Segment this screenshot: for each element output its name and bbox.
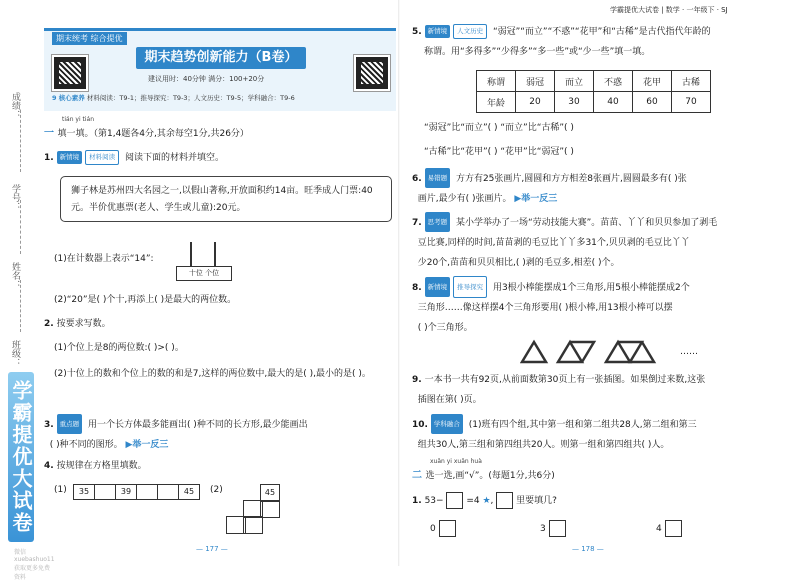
- question-number: 1.: [412, 496, 422, 506]
- option-label: 4: [656, 524, 662, 534]
- question-text: ( )个三角形。: [417, 323, 473, 333]
- question-number: 7.: [412, 218, 422, 228]
- question-text: (1)班有四个组,其中第一组和第二组共28人,第二组和第三: [468, 420, 697, 430]
- question-number: 5.: [412, 27, 422, 37]
- question-text: 组共30人,第三组和第四组共20人。则第一组和第四组共( )人。: [417, 440, 670, 450]
- grid-cell[interactable]: [226, 516, 246, 534]
- table-cell: 30: [555, 92, 594, 113]
- header-tag: 期末统考 综合提优: [52, 32, 127, 45]
- test-header: [44, 28, 396, 111]
- abacus-counter: [176, 230, 230, 277]
- page-title: 期末趋势创新能力（B卷）: [136, 47, 306, 69]
- check-box[interactable]: [549, 520, 566, 537]
- material-box: [60, 176, 392, 222]
- material-text: 狮子林是苏州四大名园之一,以假山著称,开放面积约14亩。旺季成人门票:40元。半价优惠票(老人、学生或儿童):20元。: [71, 186, 373, 213]
- question-text: 阅读下面的材料并填空。: [124, 153, 224, 163]
- sequence-cell: 45: [178, 484, 200, 500]
- section-heading: [412, 466, 555, 481]
- option-label: 3: [540, 524, 546, 534]
- fill-line: “古稀”比“花甲”( ) “花甲”比“弱冠”( ): [424, 147, 574, 157]
- pinyin: tián yi tián: [62, 116, 95, 123]
- question-text: 方方有25张画片,圆圆和方方相差8张画片,圆圆最多有( )张: [455, 174, 687, 184]
- page-number: — 178 —: [572, 545, 604, 553]
- grid-cell[interactable]: [243, 516, 263, 534]
- option[interactable]: [540, 520, 566, 537]
- table-cell: 70: [672, 92, 711, 113]
- tag-thinking: 思考题: [425, 212, 451, 232]
- question-text: 一本书一共有92页,从前面数第30页上有一张插图。如果倒过来数,这张: [424, 375, 706, 385]
- number-sequence: [74, 484, 200, 500]
- q1-sub2: (2)“20”是( )个十,再添上( )是最大的两位数。: [54, 295, 237, 305]
- cut-line: [20, 280, 21, 332]
- brand-vertical: 学霸提优大试卷: [8, 372, 34, 542]
- option[interactable]: [430, 520, 456, 537]
- counter-rod: [214, 242, 216, 266]
- sequence-cell[interactable]: [157, 484, 179, 500]
- cut-line: [20, 200, 21, 254]
- question-3: [44, 414, 394, 455]
- tag-error-prone: 易错题: [425, 168, 451, 188]
- grid-cell[interactable]: 45: [260, 484, 280, 502]
- question-text: 用3根小棒能摆成1个三角形,用5根小棒能摆成2个: [492, 283, 690, 293]
- tag-key: 重点题: [57, 414, 83, 434]
- table-header-cell: 不惑: [594, 71, 633, 92]
- question-text: “弱冠”“而立”“不惑”“花甲”和“古稀”是古代指代年龄的: [492, 27, 711, 37]
- question-text: 用一个长方体最多能画出( )种不同的长方形,最少能画出: [87, 420, 308, 430]
- question-4: [44, 460, 147, 473]
- more-practice-link[interactable]: ▶举一反三: [125, 440, 169, 450]
- q2-sub2: (2)十位上的数和个位上的数的和是7,这样的两位数中,最大的是( ),最小的是( )。: [54, 369, 371, 379]
- star-icon: ★: [482, 496, 491, 506]
- sub-label: (2): [210, 485, 223, 495]
- equation-part: =4: [466, 496, 480, 506]
- question-text: 少20个,苗苗和贝贝相比,( )剥的毛豆多,相差( )个。: [417, 258, 620, 268]
- question-8: [412, 276, 792, 338]
- binding-strip: [0, 0, 55, 581]
- question-text: 按要求写数。: [56, 319, 111, 329]
- fill-line: “弱冠”比“而立”( ) “而立”比“古稀”( ): [424, 123, 574, 133]
- question-text: 三角形……像这样摆4个三角形要用( )根小棒,用13根小棒可以摆: [417, 303, 673, 313]
- tag-new: 新情境: [57, 151, 83, 164]
- question-text: 称谓。用“多得多”“少得多”“多一些”或“少一些”填一填。: [424, 47, 651, 57]
- section2-question-1: [412, 492, 557, 510]
- check-box[interactable]: [439, 520, 456, 537]
- tag-material: 材料阅读: [85, 150, 119, 165]
- question-1: [44, 150, 224, 165]
- skills-text: 材料阅读：T9-1；推导探究：T9-3；人文历史：T9-5；学科融合：T9-6: [86, 94, 295, 102]
- skills-bar: [52, 93, 392, 102]
- header-right: 学霸提优大试卷 | 数学 · 一年级下 · SJ: [610, 6, 728, 14]
- table-cell: 60: [633, 92, 672, 113]
- table-header-cell: 称谓: [477, 71, 516, 92]
- counter-rod: [190, 242, 192, 266]
- question-number: 1.: [44, 153, 54, 163]
- more-practice-link[interactable]: ▶举一反三: [514, 194, 558, 204]
- question-text: 画片,最少有( )张画片。: [417, 194, 512, 204]
- table-cell: 40: [594, 92, 633, 113]
- section-heading: [44, 124, 249, 139]
- table-header-cell: 弱冠: [516, 71, 555, 92]
- equation-part: 里要填几?: [516, 496, 557, 506]
- cut-line: [20, 110, 21, 172]
- question-text: ( )种不同的图形。: [49, 440, 123, 450]
- tag-new: 新情境: [425, 25, 451, 38]
- side-label-number: 学号：: [10, 184, 20, 211]
- grid-cell[interactable]: [260, 500, 280, 518]
- question-6: [412, 168, 792, 209]
- question-number: 6.: [412, 174, 422, 184]
- question-text: 某小学举办了一场“劳动技能大赛”。苗苗、丫丫和贝贝参加了剥毛: [455, 218, 718, 228]
- q2-sub1: (1)个位上是8的两位数:( )>( )。: [54, 343, 184, 353]
- question-5: [412, 24, 792, 39]
- table-cell: 20: [516, 92, 555, 113]
- question-7: [412, 212, 792, 273]
- table-header-cell: 而立: [555, 71, 594, 92]
- q1-sub1: (1)在计数器上表示“14”:: [54, 254, 154, 264]
- side-label-name: 姓名：: [10, 262, 20, 289]
- question-2: [44, 318, 111, 331]
- page-number: — 177 —: [196, 545, 228, 553]
- equation-part: ,: [490, 496, 494, 506]
- option-label: 0: [430, 524, 436, 534]
- tag-derive: 推导探究: [453, 276, 487, 298]
- time-score-info: 建议用时：40分钟 满分：100+20分: [148, 75, 265, 83]
- sequence-cell: 35: [73, 484, 95, 500]
- question-number: 9.: [412, 375, 422, 385]
- question-9: [412, 370, 792, 410]
- age-table: [476, 70, 711, 113]
- ellipsis: ……: [680, 347, 698, 357]
- triangle-sticks-icon: [520, 338, 670, 364]
- question-text: 插图在第( )页。: [417, 395, 482, 405]
- section-title: 选一选,画“√”。(每题1分,共6分): [425, 471, 555, 481]
- question-text: 按规律在方格里填数。: [56, 461, 147, 471]
- section-title: 填一填。（第1,4题各4分,其余每空1分,共26分）: [57, 129, 249, 139]
- skills-badge: 9 核心素养: [52, 94, 85, 102]
- question-number: 4.: [44, 461, 54, 471]
- equation-part: 53−: [424, 496, 444, 506]
- side-label-score: 成绩：: [10, 92, 20, 119]
- tag-new: 新情境: [425, 277, 451, 297]
- table-cell: 年龄: [477, 92, 516, 113]
- sequence-cell[interactable]: [136, 484, 158, 500]
- check-box[interactable]: [665, 520, 682, 537]
- question-number: 3.: [44, 420, 54, 430]
- section-number: 一: [44, 128, 54, 139]
- tag-cross-subject: 学科融合: [431, 414, 463, 434]
- question-number: 2.: [44, 319, 54, 329]
- answer-box[interactable]: [496, 492, 513, 509]
- side-label-class: 班级：: [10, 340, 20, 367]
- pinyin: xuǎn yi xuǎn huà: [430, 458, 482, 465]
- question-number: 8.: [412, 283, 422, 293]
- counter-labels: 十位 个位: [176, 266, 232, 281]
- sub-label: (1): [54, 485, 67, 495]
- question-text: 豆比赛,同样的时间,苗苗剥的毛豆比丫丫多31个,贝贝剥的毛豆比丫丫: [417, 238, 690, 248]
- right-page: [400, 0, 800, 566]
- section-number: 二: [412, 470, 422, 481]
- table-header-cell: 古稀: [672, 71, 711, 92]
- qr-code-icon[interactable]: [52, 55, 88, 91]
- question-10: [412, 414, 792, 455]
- watermark: 微信 xuebashuo11 获取更多免费资料: [14, 549, 55, 581]
- question-number: 10.: [412, 420, 428, 430]
- option[interactable]: [656, 520, 682, 537]
- sequence-cell: 39: [115, 484, 137, 500]
- tag-history: 人文历史: [453, 24, 487, 39]
- sequence-cell[interactable]: [94, 484, 116, 500]
- table-header-cell: 花甲: [633, 71, 672, 92]
- qr-code-icon[interactable]: [354, 55, 390, 91]
- answer-box[interactable]: [446, 492, 463, 509]
